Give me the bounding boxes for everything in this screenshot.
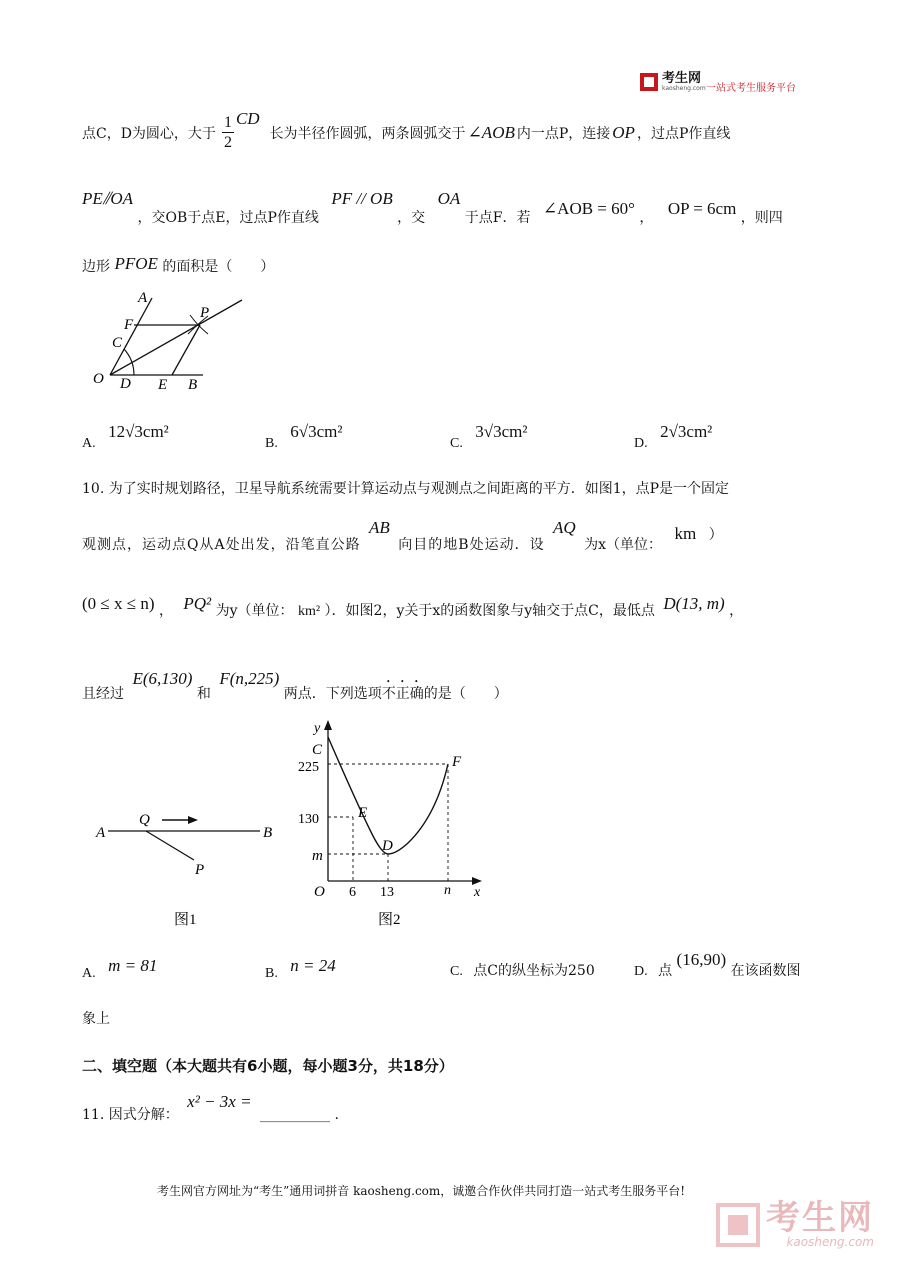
q9-line1-pre: 点C，D为圆心，大于 — [82, 126, 216, 142]
q10-line2 — [82, 518, 723, 562]
q9-line2-t3: 于点F．若 — [464, 210, 531, 226]
line-pf-parallel-ob: PF // OB — [331, 189, 393, 208]
fig2-label-130: 130 — [298, 812, 319, 827]
point-f: F(n,225) — [219, 669, 280, 688]
q10-line4-t3: 两点．下列选项 — [283, 686, 382, 702]
fig2-label-y: y — [314, 721, 321, 736]
fig1-label-q: Q — [139, 812, 150, 828]
q11-line — [82, 1092, 339, 1128]
fig2-label-n: n — [444, 883, 451, 898]
option-value: 点C的纵坐标为250 — [473, 963, 595, 979]
q9-option-b — [265, 422, 343, 451]
q9-line1-end: ，过点P作直线 — [636, 126, 731, 142]
unit-km: km — [674, 524, 697, 543]
option-value: 6√3cm² — [290, 422, 343, 441]
answer-blank[interactable]: __________ — [260, 1107, 331, 1123]
q10-line4-t4: 的是（ ） — [423, 686, 508, 702]
option-letter: C. — [450, 964, 463, 979]
q10-line3 — [82, 594, 743, 634]
q10-line4 — [82, 664, 508, 704]
watermark-domain: kaosheng.com — [786, 1235, 874, 1249]
fig2-label-d: D — [382, 838, 393, 854]
q10-option-d-continued: 象上 — [82, 1011, 110, 1027]
fig1-label-b: B — [263, 825, 273, 841]
fraction-numerator: 1 — [223, 114, 232, 131]
logo-name: 考生网 — [662, 71, 702, 86]
option-value: 2√3cm² — [660, 422, 713, 441]
q9-line1-post: 长为半径作圆弧，两条圆弧交于 — [269, 126, 466, 142]
condition-op: OP = 6cm — [667, 199, 737, 218]
q11-end: . — [334, 1107, 339, 1123]
q10-figure1 — [92, 800, 292, 930]
footer-text: 考生网官方网址为“考生”通用词拼音 kaosheng.com，诚邀合作伙伴共同打造一站式考生服务平台! — [157, 1184, 686, 1198]
header-logo — [640, 72, 706, 92]
arrow-head-icon — [188, 816, 198, 824]
q10-line3-t2: 为y（单位： — [215, 603, 294, 619]
x-axis-arrow-icon — [472, 877, 482, 885]
point-e: E(6,130) — [132, 669, 193, 688]
segment-cd: CD — [235, 109, 260, 128]
q10-line2-t1: 观测点，运动点Q从A处出发，沿笔直公路 — [82, 537, 361, 553]
q9-line1 — [82, 103, 730, 163]
q10-option-d — [634, 950, 801, 979]
fig2-label-225: 225 — [298, 760, 319, 775]
q9-geometry-figure — [88, 284, 253, 396]
q10-line2-t3: 为x（单位： — [584, 537, 663, 553]
unit-km2: km² — [297, 604, 321, 619]
segment-op: OP — [612, 123, 635, 142]
fig2-label-x: x — [474, 885, 481, 900]
point-d: D(13, m) — [663, 594, 725, 613]
q10-line4-t2: 和 — [196, 686, 211, 702]
q10-line1: 10. 为了实时规划路径，卫星导航系统需要计算运动点与观测点之间距离的平方．如图1，点P是一个固定 — [82, 481, 730, 497]
watermark — [716, 1198, 874, 1249]
option-pre: 点 — [658, 963, 673, 979]
q11-label: 11. 因式分解： — [82, 1107, 179, 1123]
fraction-half — [222, 115, 234, 151]
option-letter: C. — [450, 436, 463, 451]
option-letter: B. — [265, 966, 278, 981]
q9-line3-post: 的面积是（ ） — [162, 259, 275, 275]
q9-label-f: F — [124, 317, 134, 333]
q10-line3-t4: ， — [729, 603, 744, 619]
option-letter: A. — [82, 436, 96, 451]
pq-squared: PQ² — [183, 594, 212, 613]
q9-option-d — [634, 422, 713, 451]
q9-option-c — [450, 422, 528, 451]
option-value: m = 81 — [108, 956, 158, 975]
q10-line2-t4: ） — [708, 527, 723, 543]
q9-line2-t1: ，交OB于点E，过点P作直线 — [137, 210, 319, 226]
q10-figure2 — [296, 716, 496, 930]
option-post: 在该函数图 — [730, 963, 801, 979]
fig1-label-p: P — [195, 862, 205, 878]
watermark-name: 考生网 — [766, 1198, 874, 1238]
header-tagline: 一站式考生服务平台 — [706, 83, 796, 94]
fig2-label-c: C — [312, 742, 323, 758]
q9-option-a — [82, 422, 169, 451]
condition-angle: ∠AOB = 60° — [542, 199, 635, 218]
q9-line1-mid: 内一点P，连接 — [516, 126, 611, 142]
q9-line2-t2: ，交 — [397, 210, 426, 226]
q9-label-c: C — [112, 335, 123, 351]
option-value: 3√3cm² — [475, 422, 528, 441]
q9-line3 — [82, 256, 274, 276]
line-pe-parallel-oa: PE⫽OA — [82, 189, 134, 208]
logo-domain: kaosheng.com — [662, 85, 706, 92]
emphasis-incorrect: 不正确 — [381, 686, 424, 702]
q9-line2-t4: ， — [639, 210, 654, 226]
fig1-label-a: A — [96, 825, 106, 841]
option-value: (16,90) — [676, 950, 727, 969]
q9-line2 — [82, 189, 783, 235]
q9-label-e: E — [158, 377, 168, 393]
q9-line3-pre: 边形 — [82, 259, 110, 275]
fig2-label-e: E — [358, 805, 368, 821]
fig2-label-o: O — [314, 884, 325, 900]
range-x: (0 ≤ x ≤ n) — [82, 594, 155, 613]
q10-line3-t1: ， — [158, 603, 173, 619]
watermark-text-block — [766, 1198, 874, 1249]
q9-line2-t5: ，则四 — [740, 210, 783, 226]
parabola-curve — [328, 737, 448, 854]
kaosheng-logo-icon — [640, 73, 658, 91]
option-value: n = 24 — [290, 956, 336, 975]
fraction-denominator: 2 — [223, 134, 232, 151]
q9-label-b: B — [188, 377, 198, 393]
q9-label-o: O — [93, 371, 104, 387]
segment-qp — [146, 831, 194, 860]
logo-text-block — [662, 72, 706, 92]
fig2-label-13: 13 — [380, 885, 394, 900]
line-oa: OA — [437, 189, 461, 208]
q10-option-c — [450, 960, 595, 980]
q11-expression: x² − 3x = — [187, 1092, 252, 1111]
fig2-label-f: F — [452, 754, 462, 770]
segment-aq: AQ — [553, 518, 576, 537]
watermark-logo-icon — [716, 1203, 760, 1247]
q10-option-a — [82, 956, 158, 981]
fig2-label-m: m — [312, 848, 323, 864]
y-axis-arrow-icon — [324, 720, 332, 730]
quad-pfoe: PFOE — [114, 254, 158, 273]
section2-title: 二、填空题（本大题共有6小题，每小题3分，共18分） — [82, 1057, 454, 1075]
fig2-label-6: 6 — [349, 885, 356, 900]
q10-line4-t1: 且经过 — [82, 686, 124, 702]
angle-aob: ∠AOB — [467, 123, 515, 142]
option-letter: B. — [265, 436, 278, 451]
option-letter: D. — [634, 964, 648, 979]
q9-label-d: D — [120, 376, 131, 392]
option-value: 12√3cm² — [108, 422, 169, 441]
fig2-caption: 图2 — [378, 912, 401, 928]
option-letter: D. — [634, 436, 648, 451]
q10-line2-t2: 向目的地B处运动．设 — [398, 537, 545, 553]
q9-label-p: P — [200, 305, 210, 321]
option-letter: A. — [82, 966, 96, 981]
segment-ab: AB — [369, 518, 390, 537]
q10-option-b — [265, 956, 336, 981]
q9-label-a: A — [138, 290, 148, 306]
q10-line3-t3: ）．如图2，y关于x的函数图象与y轴交于点C，最低点 — [324, 603, 655, 619]
fig1-caption: 图1 — [174, 912, 197, 928]
